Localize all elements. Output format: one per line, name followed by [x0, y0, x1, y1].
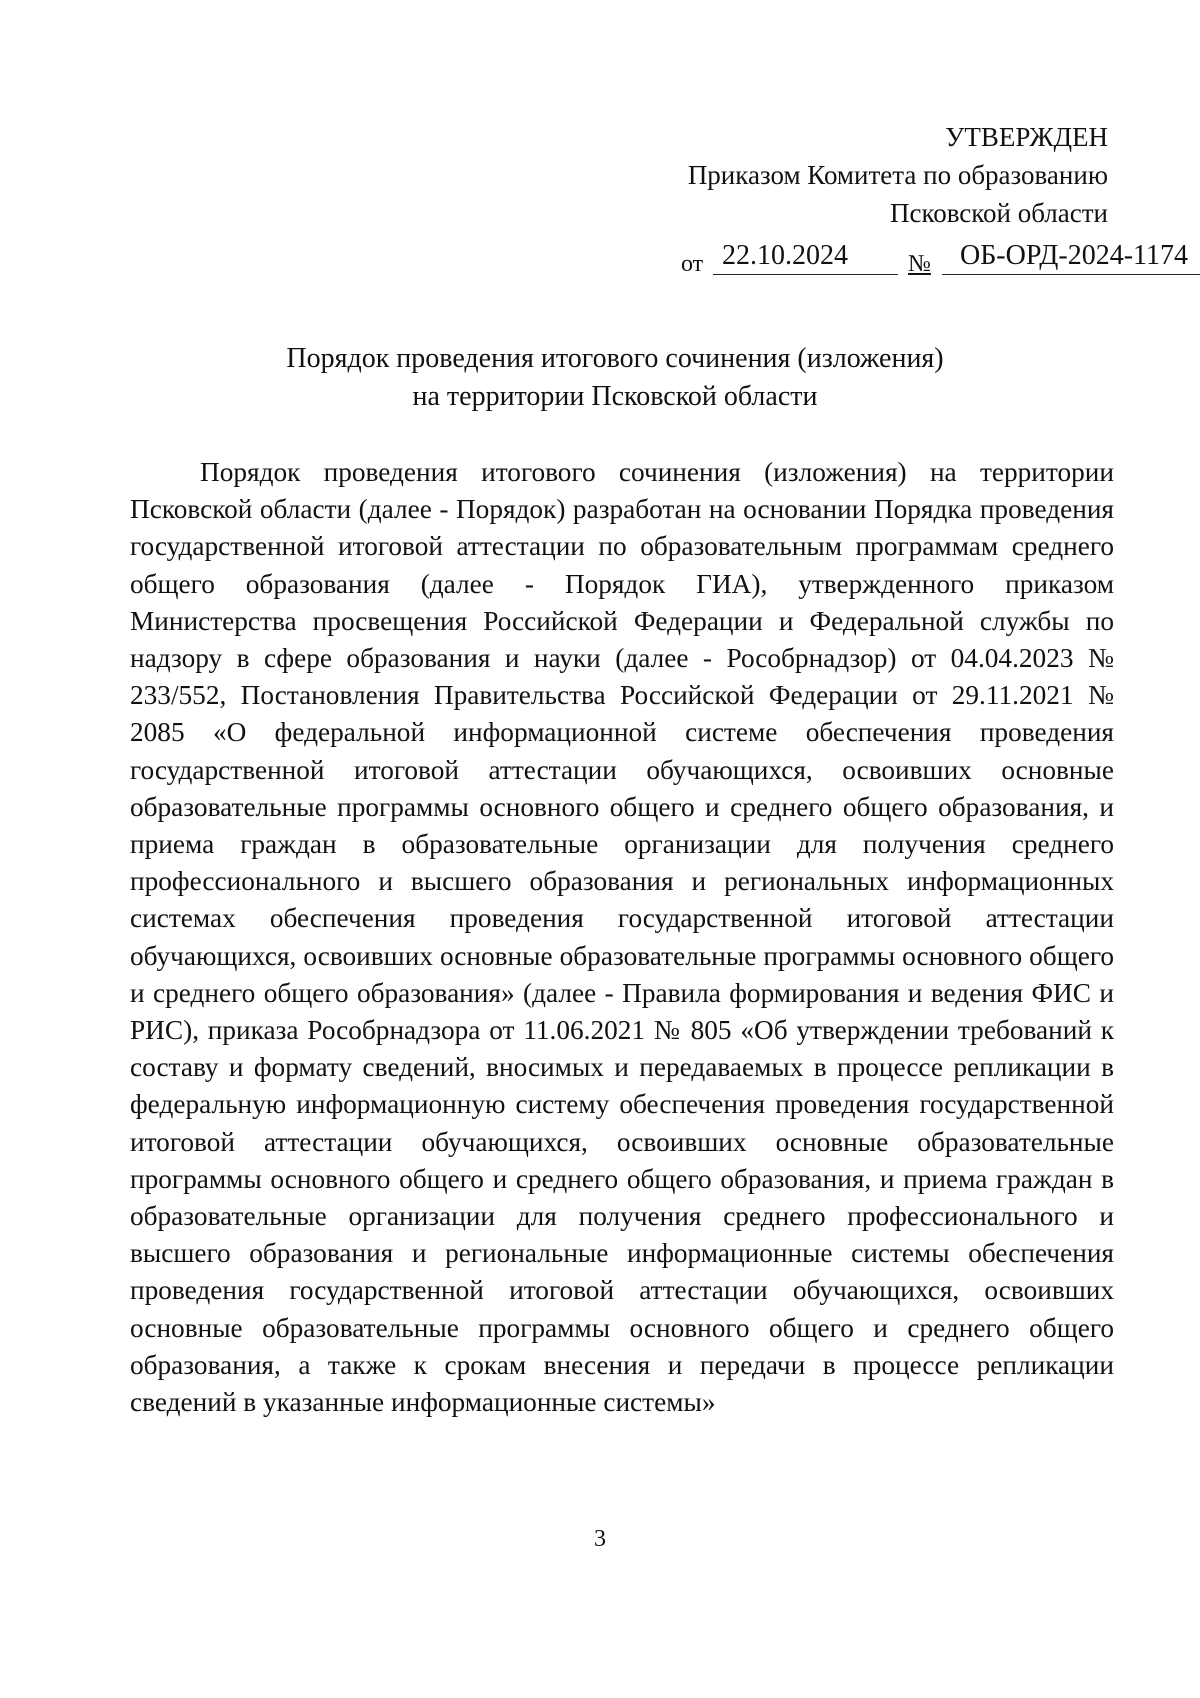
- order-number-label: №: [908, 251, 931, 277]
- approval-stamp: [688, 118, 1108, 232]
- approval-authority: Приказом Комитета по образованию: [687, 160, 1108, 190]
- order-reference: [681, 238, 1200, 282]
- approval-heading: УТВЕРЖДЕН: [945, 122, 1108, 152]
- order-date: 22.10.2024: [713, 238, 898, 275]
- order-number: ОБ-ОРД-2024-1174: [942, 238, 1200, 275]
- page-number: 3: [594, 1526, 606, 1552]
- document-title: [120, 340, 1110, 416]
- order-date-label: от: [681, 251, 704, 277]
- body-paragraph: Порядок проведения итогового сочинения (изложения) на территории Псковской области (далее - Порядок) разработан на основании Порядка проведения государственной итоговой аттестации по образовательным программам среднего общего образования (далее - Порядок ГИА), утвержденного приказом Министерства просвещения Российской Федерации и Федеральной службы по надзору в сфере образования и науки (далее - Рособрнадзор) от 04.04.2023 № 233/552, Постановления Правительства Российской Федерации от 29.11.2021 № 2085 «О федеральной информационной системе обеспечения проведения государственной итоговой аттестации обучающихся, освоивших основные образовательные программы основного общего и среднего общего образования, и приема граждан в образовательные организации для получения среднего профессионального и высшего образования и региональных информационных системах обеспечения проведения государственной итоговой аттестации обучающихся, освоивших основные образовательные программы основного общего и среднего общего образования» (далее - Правила формирования и ведения ФИС и РИС), приказа Рособрнадзора от 11.06.2021 № 805 «Об утверждении требований к составу и формату сведений, вносимых и передаваемых в процессе репликации в федеральную информационную систему обеспечения проведения государственной итоговой аттестации обучающихся, освоивших основные образовательные программы основного общего и среднего общего образования, и приема граждан в образовательные организации для получения среднего профессионального и высшего образования и региональные информационные системы обеспечения проведения государственной итоговой аттестации обучающихся, освоивших основные образовательные программы основного общего и среднего общего образования, а также к срокам внесения и передачи в процессе репликации сведений в указанные информационные системы»: [130, 457, 1114, 1418]
- approval-region: Псковской области: [889, 198, 1108, 228]
- title-line-1: Порядок проведения итогового сочинения (изложения): [286, 343, 944, 374]
- title-line-2: на территории Псковской области: [412, 381, 818, 412]
